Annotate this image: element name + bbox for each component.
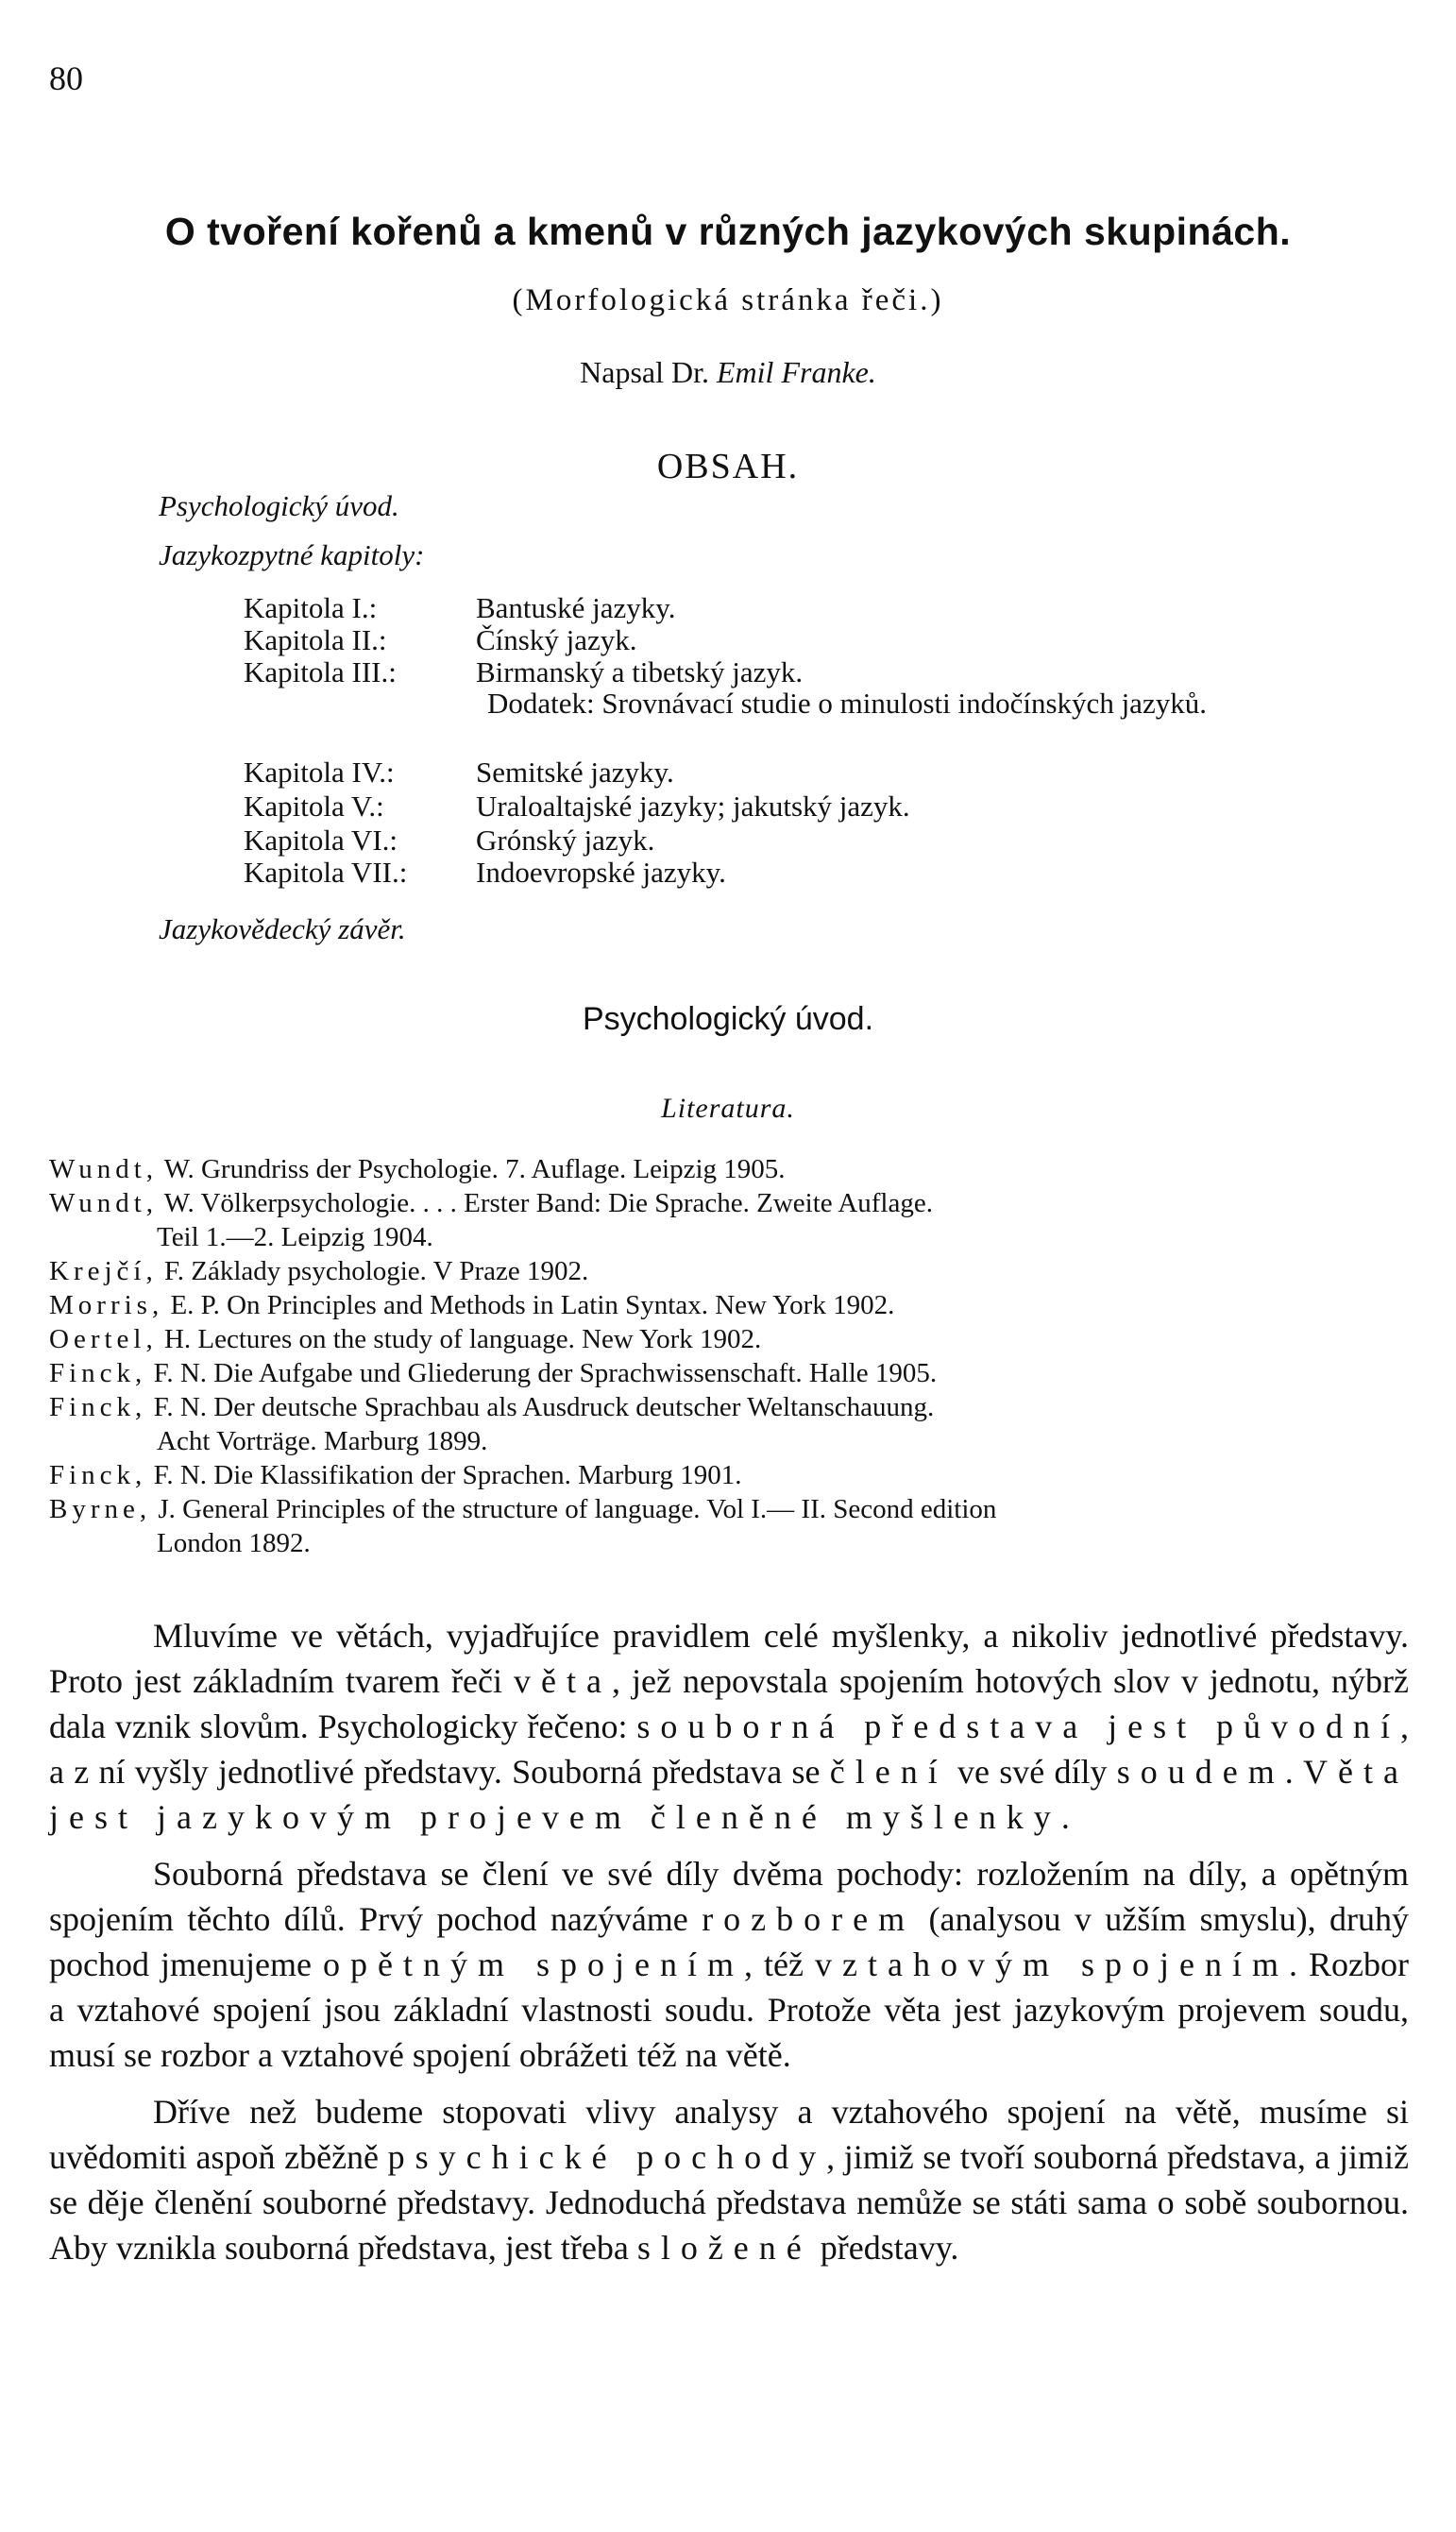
- toc-chapter: [244, 756, 674, 790]
- toc-supplement: Dodatek: Srovnávací studie o minulosti indočínských jazyků.: [487, 687, 1207, 720]
- page-number: 80: [49, 59, 83, 97]
- toc-chapter-title: Grónský jazyk.: [476, 824, 655, 857]
- toc-chapter: [244, 655, 803, 689]
- body-text: [49, 1613, 1409, 2270]
- literature-entry: Oertel, H. Lectures on the study of language. New York 1902.: [49, 1324, 762, 1354]
- paragraph: Souborná představa se člení ve své díly dvěma pochody: rozložením na díly, a opětným spojením těchto dílů. Prvý pochod nazýváme rozborem (analysou v užším smyslu), druhý pochod jmenujeme opětným spojením, též vztahovým spojením. Rozbor a vztahové spojení jsou základní vlastnosti soudu. Protože věta jest jazykovým projevem soudu, musí se rozbor a vztahové spojení obrážeti též na větě.: [49, 1855, 1410, 2074]
- toc-intro: Psychologický úvod.: [159, 489, 399, 522]
- article-title: O tvoření kořenů a kmenů v různých jazykových skupinách.: [164, 210, 1292, 253]
- author-line: [0, 355, 1456, 390]
- toc-chapter-label: Kapitola VI.:: [244, 824, 398, 857]
- toc-chapter-title: Uraloaltajské jazyky; jakutský jazyk.: [476, 790, 910, 823]
- toc-chapter-title: Čínský jazyk.: [476, 623, 637, 656]
- section-heading: Psychologický úvod.: [582, 1001, 874, 1037]
- literature-entry: Finck, F. N. Der deutsche Sprachbau als Ausdruck deutscher Weltanschauung. Acht Vorträge. Marburg 1899.: [49, 1392, 935, 1456]
- author-name: Emil Franke.: [717, 355, 876, 389]
- toc-chapter-label: Kapitola II.:: [244, 623, 387, 656]
- paragraph: Mluvíme ve větách, vyjadřujíce pravidlem celé myšlenky, a nikoliv jednotlivé představy. Proto jest základním tvarem řeči věta, jež nepovstala spojením hotových slov v jednotu, nýbrž dala vznik slovům. Psychologicky řečeno: souborná představa jest původní, a z ní vyšly jednotlivé představy. Souborná představa se člení ve své díly soudem. Věta jest jazykovým projevem členěné myšlenky.: [49, 1617, 1410, 1836]
- toc-chapter-title: Bantuské jazyky.: [476, 591, 676, 624]
- literature-entry: Finck, F. N. Die Klassifikation der Sprachen. Marburg 1901.: [49, 1460, 742, 1490]
- literature-entry: Krejčí, F. Základy psychologie. V Praze 1902.: [49, 1256, 589, 1286]
- contents-heading: OBSAH.: [656, 447, 800, 486]
- toc-conclusion: Jazykovědecký závěr.: [159, 912, 406, 945]
- literature-entry: Wundt, W. Grundriss der Psychologie. 7. Auflage. Leipzig 1905.: [49, 1154, 786, 1184]
- toc-chapters-heading: Jazykozpytné kapitoly:: [159, 538, 425, 571]
- toc-chapter: [244, 591, 676, 625]
- toc-chapter-label: Kapitola VII.:: [244, 856, 408, 889]
- author-prefix: Napsal Dr.: [580, 355, 717, 389]
- paragraph: Dříve než budeme stopovati vlivy analysy a vztahového spojení na větě, musíme si uvědomiti aspoň zběžně psychické pochody, jimiž se tvoří souborná představa, a jimiž se děje členění souborné představy. Jednoduchá představa nemůže se státi sama o sobě soubornou. Aby vznikla souborná představa, jest třeba složené představy.: [49, 2093, 1410, 2267]
- literature-entry: Byrne, J. General Principles of the structure of language. Vol I.— II. Second edition London 1892.: [49, 1494, 997, 1558]
- toc-chapter-title: Indoevropské jazyky.: [476, 856, 726, 889]
- article-subtitle: (Morfologická stránka řeči.): [512, 283, 944, 317]
- toc-chapter-label: Kapitola V.:: [244, 790, 384, 823]
- literature-list: [49, 1152, 1414, 1560]
- toc-chapter-label: Kapitola I.:: [244, 591, 378, 624]
- toc-chapter-title: Semitské jazyky.: [476, 756, 674, 789]
- toc-chapter-label: Kapitola IV.:: [244, 756, 395, 789]
- toc-chapter-label: Kapitola III.:: [244, 655, 397, 688]
- toc-chapter: [244, 623, 637, 657]
- literature-entry: Finck, F. N. Die Aufgabe und Gliederung der Sprachwissenschaft. Halle 1905.: [49, 1358, 938, 1388]
- toc-chapter: [244, 824, 654, 858]
- toc-chapter-title: Birmanský a tibetský jazyk.: [476, 655, 804, 688]
- toc-chapter: [244, 856, 726, 890]
- literature-heading: Literatura.: [661, 1093, 795, 1124]
- literature-entry: Morris, E. P. On Principles and Methods in Latin Syntax. New York 1902.: [49, 1290, 895, 1320]
- toc-chapter: [244, 790, 910, 824]
- literature-entry: Wundt, W. Völkerpsychologie. . . . Erster Band: Die Sprache. Zweite Auflage. Teil 1.—2. Leipzig 1904.: [49, 1188, 933, 1252]
